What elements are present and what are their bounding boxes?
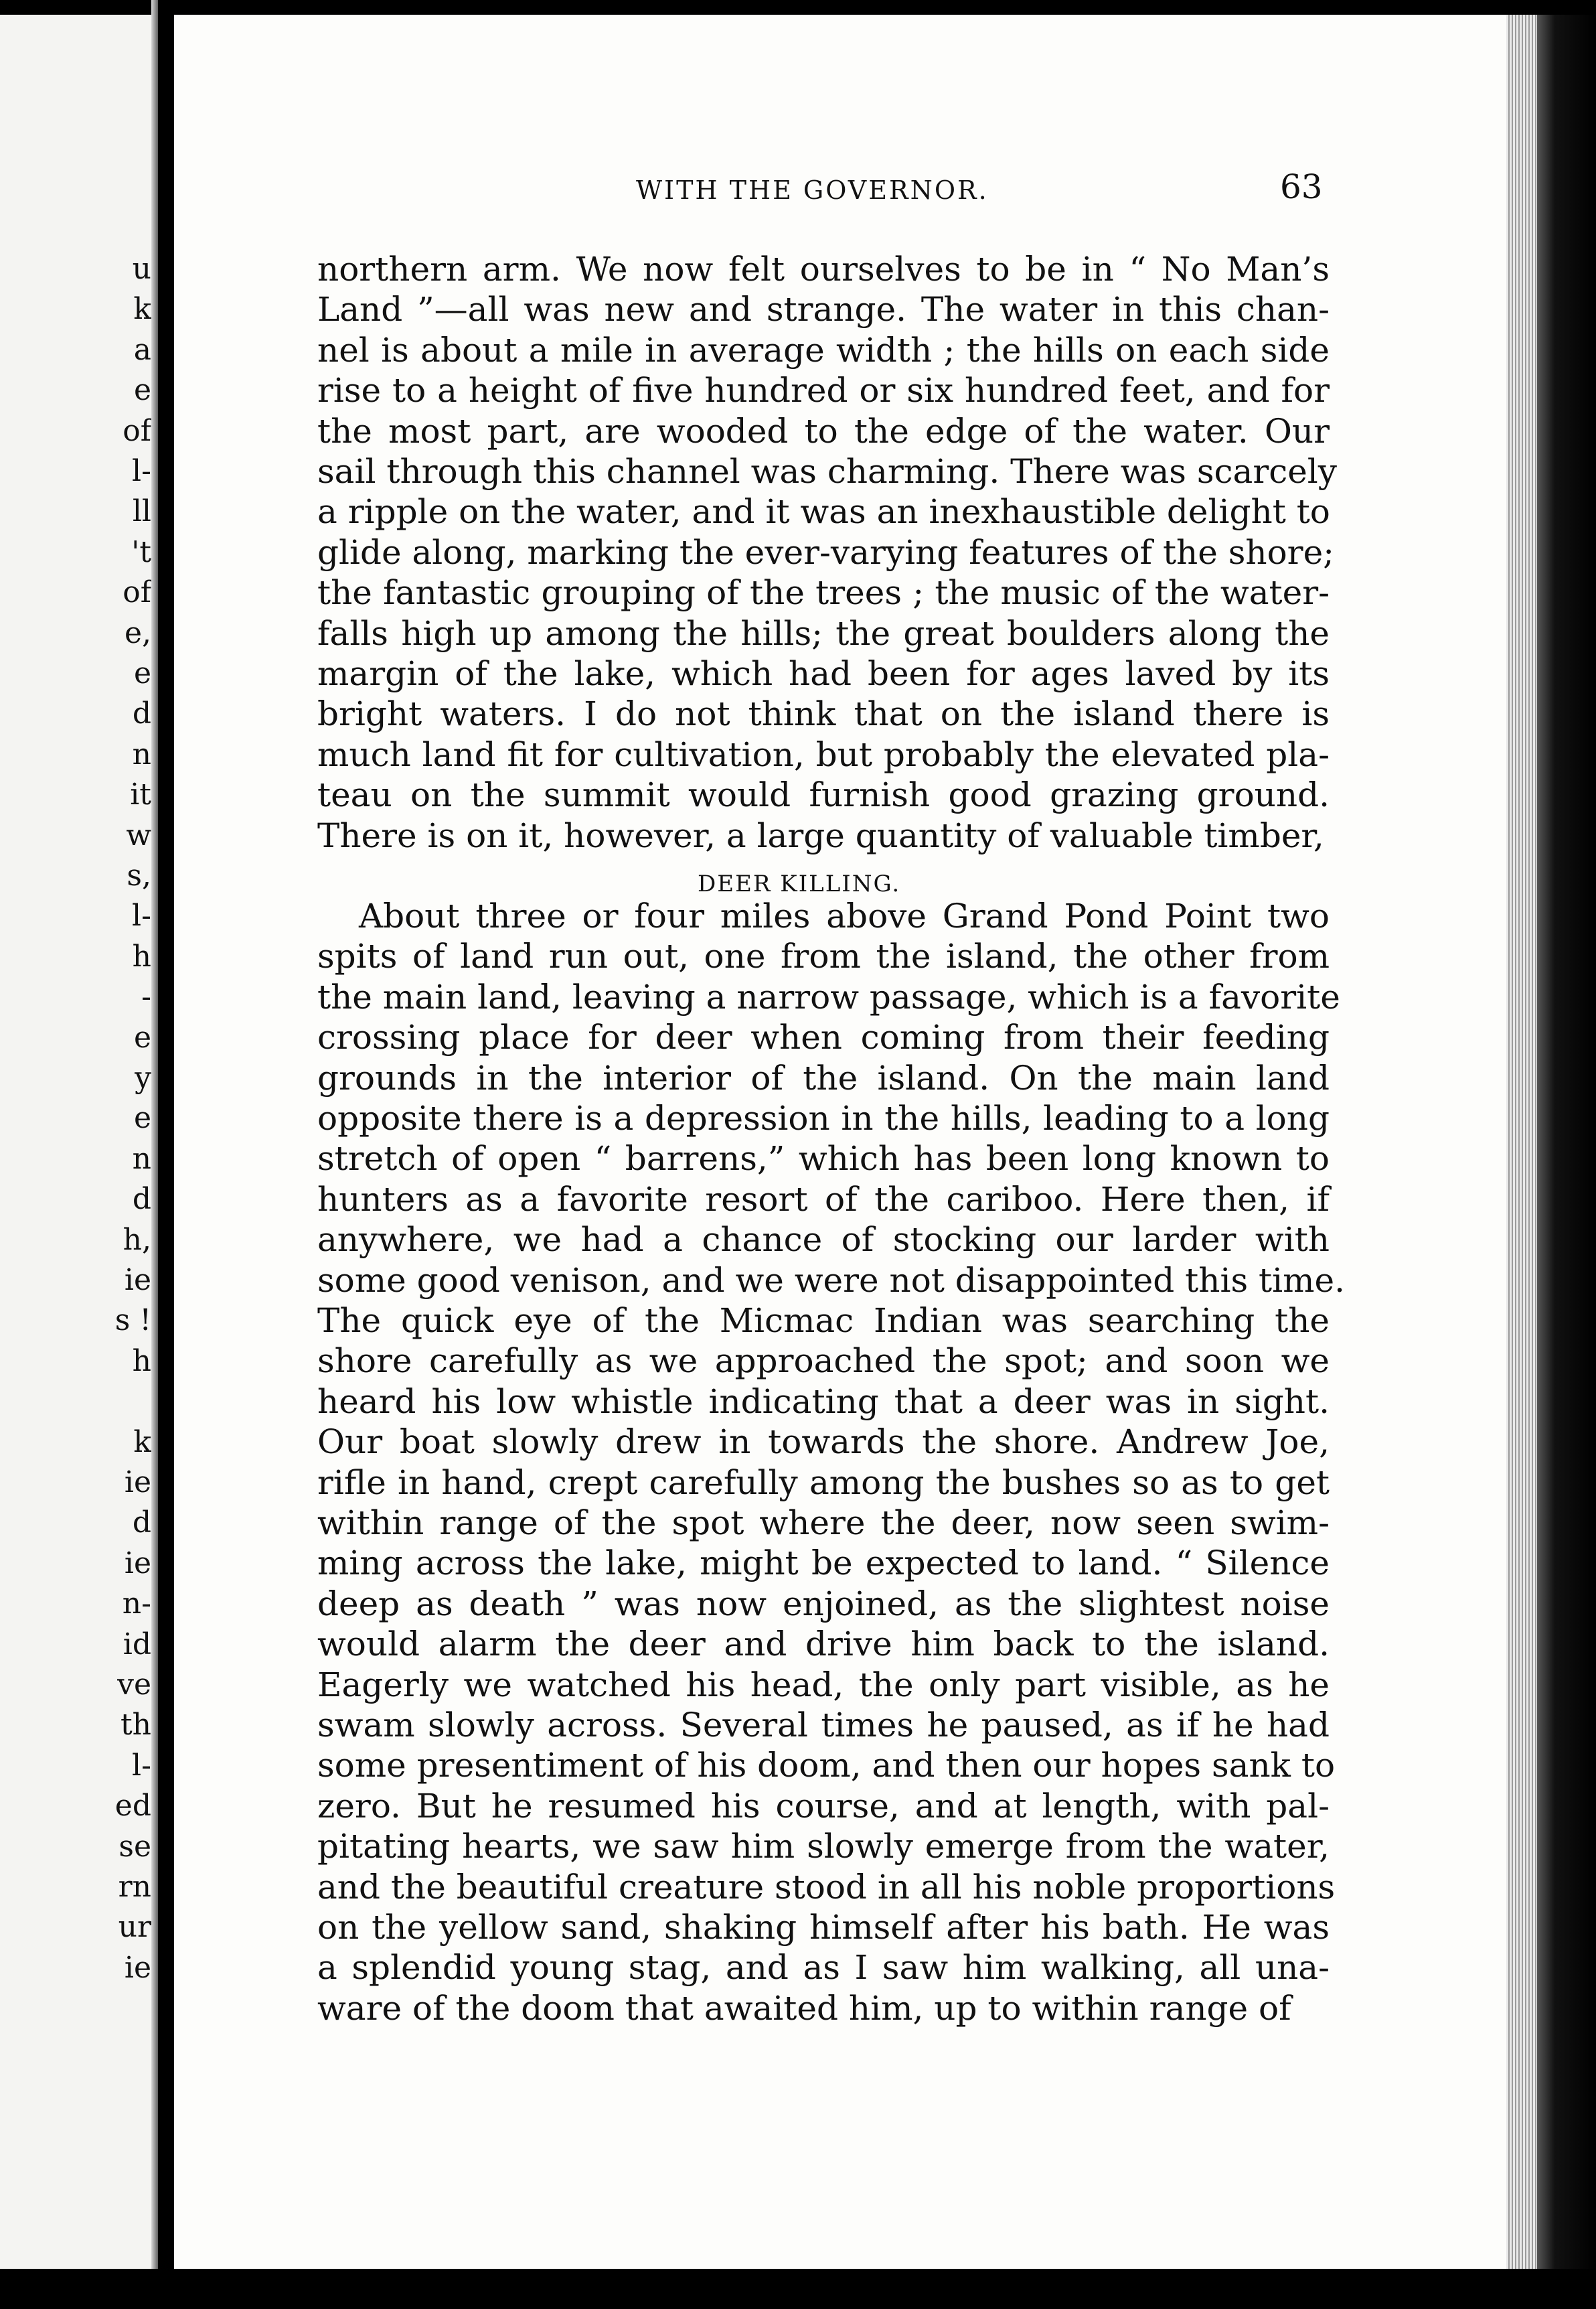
left-page-fragment: th [120,1708,151,1742]
text-line: and the beautiful creature stood in all his noble proportions [317,1867,1336,1907]
left-page-fragment: a [133,332,151,367]
text-line: grounds in the interior of the island. On the main land [317,1058,1330,1098]
left-page-fragment: k [133,1424,151,1459]
text-line: much land fit for cultivation, but probably the elevated pla- [317,735,1330,774]
left-page-fragment: h, [123,1222,151,1257]
section-heading-deer-killing: DEER KILLING. [698,871,901,897]
text-line: bright waters. I do not think that on the island there is [317,694,1330,734]
text-line: anywhere, we had a chance of stocking our larder with [317,1220,1330,1260]
text-line: stretch of open “ barrens,” which has been long known to [317,1139,1330,1179]
left-page-fragment: d [132,696,151,731]
left-page-fragment: w [126,818,151,852]
left-page-fragment: e [133,1020,151,1055]
left-page-fragment: of [123,413,151,448]
left-page-fragment: h [132,1343,151,1378]
left-page-fragment: s ! [114,1303,151,1338]
page-stack-edges [1506,15,1537,2269]
text-line: spits of land run out, one from the island, the other from [317,937,1330,976]
text-line: a splendid young stag, and as I saw him walking, all una- [317,1948,1330,1988]
left-page-fragment: id [123,1627,151,1661]
scan-border-bottom [0,2269,1596,2309]
left-page-fragment: l- [132,1748,151,1783]
text-line: nel is about a mile in average width ; the hills on each side [317,330,1330,370]
text-line: About three or four miles above Grand Pond Point two [359,897,1330,936]
text-line: crossing place for deer when coming from their feeding [317,1018,1330,1057]
left-page-fragment: ve [117,1667,151,1702]
left-page-fragment: u [132,252,151,286]
left-facing-page [0,15,151,2269]
left-page-fragment: l- [132,899,151,934]
left-page-fragment: n [132,737,151,771]
left-page-fragment: d [132,1182,151,1217]
text-line: the most part, are wooded to the edge of the water. Our [317,411,1330,451]
left-page-fragment: rn [118,1870,151,1904]
left-page-fragment: d [132,1505,151,1540]
left-page-fragment: n- [122,1586,151,1621]
text-line: northern arm. We now felt ourselves to be in “ No Man’s [317,250,1330,289]
text-line: pitating hearts, we saw him slowly emerge from the water, [317,1827,1330,1866]
scan-border-right [1537,15,1596,2269]
text-line: glide along, marking the ever-varying features of the shore; [317,532,1335,572]
text-line: swam slowly across. Several times he paused, as if he had [317,1706,1330,1744]
left-page-fragment: ll [132,494,151,529]
text-line: falls high up among the hills; the great boulders along the [317,613,1330,653]
text-line: The quick eye of the Micmac Indian was searching the [317,1301,1330,1340]
left-page-fragment: 't [131,534,151,569]
left-page-fragment: of [123,575,151,610]
left-page-fragment: l- [132,454,151,488]
text-line: Land ”—all was new and strange. The water in this chan- [317,290,1330,329]
left-page-fragment: ie [124,1465,151,1499]
left-page-fragment: e [133,373,151,408]
text-line: ware of the doom that awaited him, up to within range of [317,1988,1291,2028]
left-page-fragment: k [133,292,151,327]
left-page-fragment: n [132,1141,151,1176]
text-line: heard his low whistle indicating that a deer was in sight. [317,1382,1330,1421]
left-page-fragment: y [135,1061,151,1095]
text-line: hunters as a favorite resort of the cariboo. Here then, if [317,1179,1330,1219]
text-line: opposite there is a depression in the hills, leading to a long [317,1099,1330,1138]
running-head-title: WITH THE GOVERNOR. [636,175,989,205]
text-line: rise to a height of five hundred or six hundred feet, and for [317,371,1330,411]
left-page-fragment: ed [114,1789,151,1823]
left-page-fragment: - [141,980,151,1015]
left-page-fragment: se [118,1829,151,1864]
text-line: There is on it, however, a large quantity of valuable timber, [317,816,1324,855]
text-line: the main land, leaving a narrow passage, which is a favorite [317,977,1340,1017]
text-line: shore carefully as we approached the spot; and soon we [317,1341,1330,1381]
left-page-fragment: ie [124,1546,151,1580]
text-line: a ripple on the water, and it was an inexhaustible delight to [317,492,1330,532]
left-page-fragment: e [133,1101,151,1136]
left-page-fragment: ie [124,1950,151,1985]
text-line: some good venison, and we were not disappointed this time. [317,1260,1345,1300]
left-page-fragment: e, [124,615,151,650]
book-spine-gap [158,0,174,2309]
text-line: sail through this channel was charming. There was scarcely [317,452,1338,491]
text-line: Our boat slowly drew in towards the shore. Andrew Joe, [317,1422,1330,1462]
left-page-fragment: e [133,656,151,690]
text-line: deep as death ” was now enjoined, as the slightest noise [317,1584,1330,1623]
text-line: some presentiment of his doom, and then our hopes sank to [317,1746,1336,1785]
scan-border-top [0,0,1596,15]
left-page-fragment: ur [118,1910,151,1945]
left-page-fragment: ie [124,1263,151,1297]
text-line: teau on the summit would furnish good grazing ground. [317,775,1330,815]
text-line: Eagerly we watched his head, the only part visible, as he [317,1665,1330,1704]
text-line: within range of the spot where the deer, now seen swim- [317,1503,1330,1542]
text-line: margin of the lake, which had been for ages laved by its [317,654,1330,693]
text-line: zero. But he resumed his course, and at length, with pal- [317,1786,1330,1826]
text-line: the fantastic grouping of the trees ; the music of the water- [317,573,1330,613]
page-number: 63 [1280,167,1323,206]
text-line: ming across the lake, might be expected to land. “ Silence [317,1544,1330,1583]
left-page-fragment: s, [127,859,151,893]
text-line: rifle in hand, crept carefully among the bushes so as to get [317,1463,1330,1502]
text-line: on the yellow sand, shaking himself after his bath. He was [317,1908,1330,1947]
text-line: would alarm the deer and drive him back to the island. [317,1625,1330,1664]
left-page-fragment: it [130,777,151,812]
left-page-fragment: h [132,939,151,974]
